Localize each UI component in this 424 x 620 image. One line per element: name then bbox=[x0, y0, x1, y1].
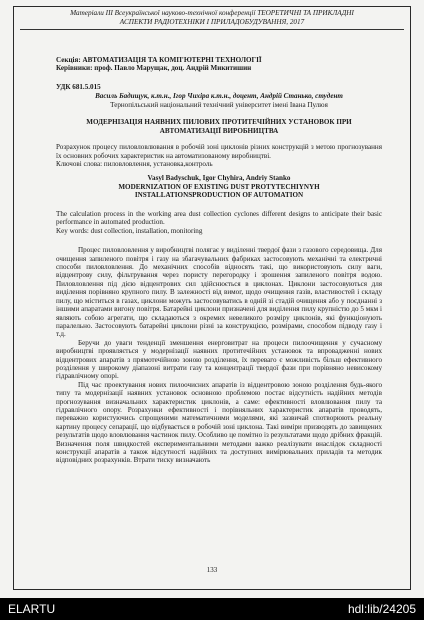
affiliation: Тернопільський національний технічний університет імені Івана Пулюя bbox=[110, 100, 328, 109]
header-line-2: АСПЕКТИ РАДІОТЕХНІКИ І ПРИЛАДОБУДУВАННЯ, 2017 bbox=[119, 18, 305, 26]
supervisors: Керівники: проф. Павло Марущак, доц. Андрій Микитишин bbox=[56, 64, 252, 73]
article-title-ua bbox=[56, 118, 382, 135]
article-title-en bbox=[56, 183, 382, 200]
udc-code: УДК 681.5.015 bbox=[56, 82, 101, 91]
repository-footer-bar bbox=[0, 598, 424, 620]
authors-en: Vasyl Badyschuk, Igor Chyhira, Andriy Stanko bbox=[147, 174, 291, 183]
repository-name: ELARTU bbox=[8, 602, 56, 616]
body-paragraph: Беручи до уваги тенденції зменшення енерговитрат на процеси пилоочищення у сучасному виробництві проявляється у модернізації наявних протитечійних установок та впровадженні нових відцентрових апаратів з прямотечійною зоною розділення, їх переваго є можливість більш ефективного розділення у широкому діапазоні витрати газу та концентрації твердої фази при порівняно невисокому гідравлічному опорі. bbox=[56, 338, 382, 381]
article-content bbox=[56, 56, 382, 465]
keywords-ua: Ключові слова: пиловловлення, установка,контроль bbox=[56, 160, 213, 169]
section-label: Секція: АВТОМАТИЗАЦІЯ ТА КОМП'ЮТЕРНІ ТЕХНОЛОГІЇ bbox=[56, 56, 262, 64]
title-en-line-1: MODERNIZATION OF EXISTING DUST PROTYTECHIYNYH bbox=[118, 182, 320, 191]
abstract-en: The calculation process in the working area dust collection cyclones different designs to anticipate their basic performance in automated production. bbox=[56, 210, 382, 227]
title-ua-line-2: АВТОМАТИЗАЦІЇ ВИРОБНИЦТВА bbox=[159, 126, 279, 135]
body-paragraph: Під час проектування нових пилоочисних апаратів із відцентровою зоною розділення будь-якого типу та модернізації наявних установок основною проблемою постає відсутність надійних методів прогнозування визначальних характеристик циклонів, а саме: ефективності вловлювання пилу та гідравлічного опору. Розрахунки ефективності і порівняльних характеристик апаратів проводять, переважно користуючись спрощеними математичними моделями, які зазвичай спотворюють реальну картину процесу сепарації, що відбувається в робочій зоні циклона. Такі виміри призводять до завищених результатів щодо вловлювання частинок пилу. Особливо це помітно із результатами щодо дрібних фракцій. Визначення поля швидкостей експериментальними методами важко реалізувати внаслідок складності конструкції апаратів а також відсутності надійних та доступних вимірювальних приладів та методик відповідних розрахунків. Втрати тиску визначають bbox=[56, 380, 382, 465]
title-en-line-2: INSTALLATIONSPRODUCTION OF AUTOMATION bbox=[134, 191, 304, 200]
keywords-en: Key words: dust collection, installation, monitoring bbox=[56, 226, 203, 235]
abstract-ua: Розрахунок процесу пиловловлювання в робочій зоні циклонів різних конструкцій з метою прогнозування їх основних робочих характеристик на автоматизованому виробництві. bbox=[56, 143, 382, 160]
page-number: 133 bbox=[206, 566, 218, 574]
body-paragraph: Процес пиловловлення у виробництві полягає у виділенні твердої фази з газового середовища. Для очищення запиленого повітря і газу на збагачувальних фабриках застосовують механічні та електричні способи пиловловлення. До механічних способів відносять такі, що використовують силу ваги, відцентрову силу, фільтрування через пористу перегородку і зрошення запиленого повітря водою. Пиловловлення під дією відцентрових сил здійснюється в циклонах. Циклони застосовуються для виділення порівняно крупного пилу. В залежності від вимог, щодо очищення газів, властивостей і складу пилу, що міститься в газах, циклони можуть застосовуватись в одній зі стадій очищення або у поєднанні з іншими апаратами вигону повітря. Батарейні циклони призначені для виділення пилу крупністю до 5 мкм і являють собою агрегати, що складаються з окремих невеликого розміру циклонів, які функціонують паралельно. Застосовують батарейні циклони різні за конструкцією, розмірами, способом підводу газу і т.д. bbox=[56, 246, 382, 339]
title-ua-line-1: МОДЕРНІЗАЦІЯ НАЯВНИХ ПИЛОВИХ ПРОТИТЕЧІЙНИХ УСТАНОВОК ПРИ bbox=[86, 118, 352, 127]
handle-identifier: hdl:lib/24205 bbox=[347, 602, 416, 616]
header-line-1: Матеріали ІІІ Всеукраїнської науково-технічної конференції ТЕОРЕТИЧНІ ТА ПРИКЛАДНІ bbox=[70, 9, 354, 17]
running-header bbox=[20, 9, 404, 30]
authors-ua: Василь Бадищук, к.т.н., Ігор Чихіра к.т.н., доцент, Андрій Станько, студент bbox=[95, 92, 343, 101]
